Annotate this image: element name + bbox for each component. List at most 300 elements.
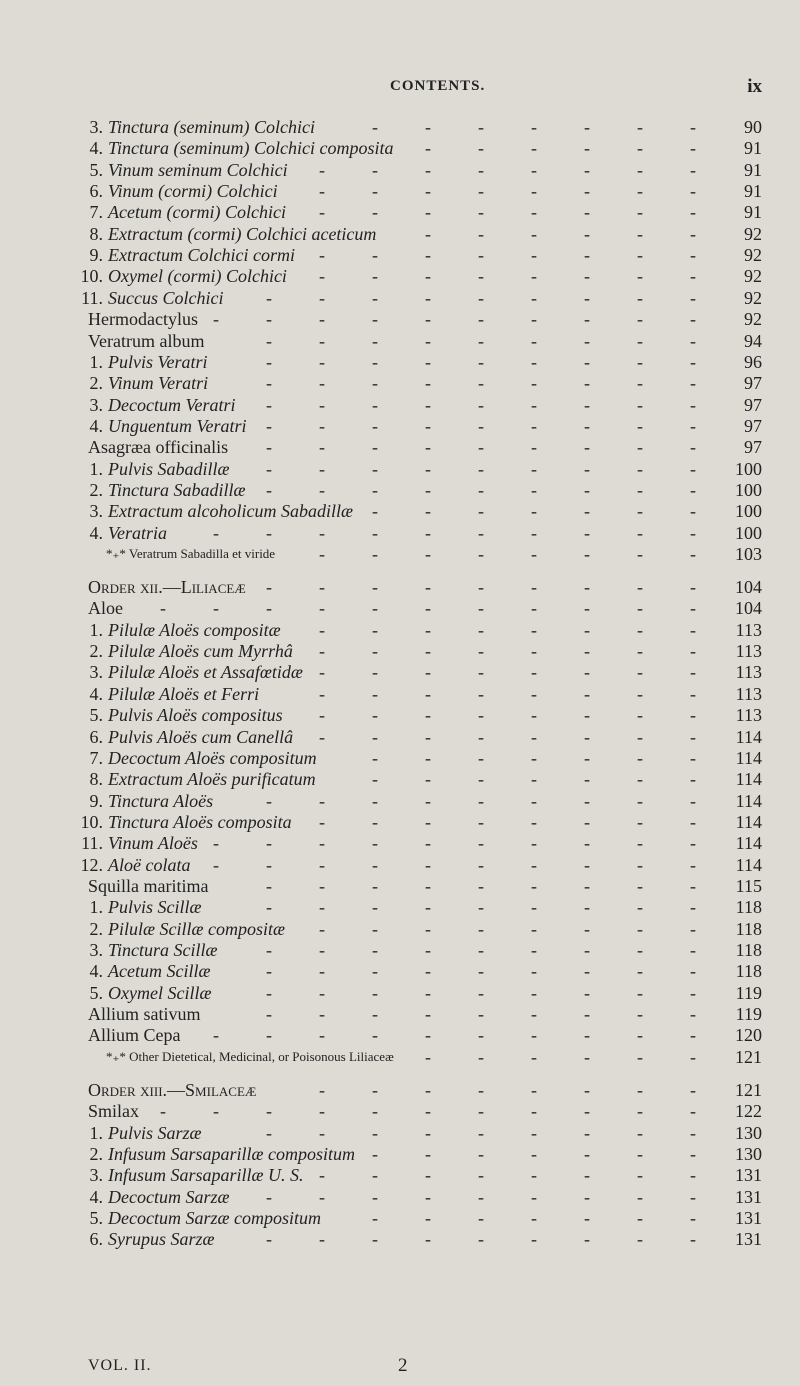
entry-number: 2. [89,919,103,939]
leader-dash: - [531,181,537,201]
leader-dash: - [531,1123,537,1143]
leader-dash: - [266,1101,272,1121]
leader-dash: - [478,1208,484,1228]
entry-number: 1. [89,620,103,640]
leader-dash: - [584,352,590,372]
leader-dash: - [584,181,590,201]
leader-dash: - [266,523,272,543]
leader-dash: - [690,288,696,308]
drug-row [0,597,800,619]
entry-number: 4. [89,961,103,981]
drug-row [0,330,800,352]
leader-dash: - [584,769,590,789]
leader-dash: - [531,288,537,308]
leader-dash: - [372,160,378,180]
leader-dash: - [584,523,590,543]
leader-dash: - [319,855,325,875]
leader-dash: - [372,373,378,393]
leader-dash: - [531,352,537,372]
leader-dash: - [637,266,643,286]
leader-dash: - [319,641,325,661]
entry-page-number: 92 [744,288,762,308]
entry-page-number: 104 [735,598,762,618]
preparation-row [0,116,800,138]
preparation-row [0,896,800,918]
leader-dash: - [425,961,431,981]
leader-dash: - [584,662,590,682]
entry-title: Unguentum Veratri [108,416,247,436]
entry-title: Decoctum Veratri [108,395,236,415]
leader-dash: - [584,1080,590,1100]
leader-dash: - [266,577,272,597]
leader-dash: - [637,727,643,747]
entry-number: 9. [89,791,103,811]
leader-dash: - [531,1144,537,1164]
page-footer [0,1357,800,1379]
leader-dash: - [478,1101,484,1121]
leader-dash: - [372,620,378,640]
leader-dash: - [478,620,484,640]
leader-dash: - [690,620,696,640]
entry-number: 4. [89,138,103,158]
leader-dash: - [478,309,484,329]
entry-title: Vinum Veratri [108,373,209,393]
leader-dash: - [478,1080,484,1100]
leader-dash: - [372,940,378,960]
leader-dash: - [319,919,325,939]
leader-dash: - [531,501,537,521]
entry-number: 11. [81,833,103,853]
leader-dash: - [478,501,484,521]
leader-dash: - [425,181,431,201]
leader-dash: - [531,1025,537,1045]
leader-dash: - [319,983,325,1003]
leader-dash: - [637,117,643,137]
leader-dash: - [372,501,378,521]
leader-dash: - [584,309,590,329]
leader-dash: - [213,855,219,875]
entry-title: Succus Colchici [108,288,224,308]
leader-dash: - [372,748,378,768]
leader-dash: - [478,138,484,158]
entry-page-number: 100 [735,459,762,479]
leader-dash: - [531,480,537,500]
leader-dash: - [531,940,537,960]
entry-number: 3. [89,117,103,137]
leader-dash: - [372,480,378,500]
preparation-row [0,960,800,982]
entry-number: 3. [89,662,103,682]
drug-row [0,543,800,565]
leader-dash: - [531,331,537,351]
entry-title: Extractum alcoholicum Sabadillæ [108,501,353,521]
entry-number: 4. [89,684,103,704]
entry-title: Infusum Sarsaparillæ compositum [108,1144,356,1164]
leader-dash: - [478,662,484,682]
leader-dash: - [372,331,378,351]
leader-dash: - [637,480,643,500]
volume-label: VOL. II. [88,1357,152,1374]
signature-mark: 2 [398,1355,408,1376]
leader-dash: - [584,684,590,704]
preparation-row [0,747,800,769]
leader-dash: - [690,748,696,768]
leader-dash: - [584,940,590,960]
leader-dash: - [584,459,590,479]
entry-number: 1. [89,1123,103,1143]
entry-page-number: 92 [744,224,762,244]
leader-dash: - [266,352,272,372]
page-number: ix [747,76,762,97]
leader-dash: - [690,1080,696,1100]
leader-dash: - [425,1025,431,1045]
leader-dash: - [425,833,431,853]
leader-dash: - [584,224,590,244]
leader-dash: - [690,1187,696,1207]
entry-page-number: 119 [735,983,762,1003]
leader-dash: - [690,480,696,500]
leader-dash: - [478,1123,484,1143]
leader-dash: - [319,1025,325,1045]
leader-dash: - [584,983,590,1003]
leader-dash: - [637,855,643,875]
entry-number: 8. [89,769,103,789]
leader-dash: - [584,1047,590,1067]
leader-dash: - [372,395,378,415]
entry-page-number: 131 [735,1229,762,1249]
leader-dash: - [425,117,431,137]
leader-dash: - [531,812,537,832]
leader-dash: - [372,684,378,704]
leader-dash: - [584,1165,590,1185]
leader-dash: - [425,919,431,939]
leader-dash: - [531,791,537,811]
entry-page-number: 97 [744,437,762,457]
preparation-row [0,640,800,662]
leader-dash: - [319,940,325,960]
leader-dash: - [425,352,431,372]
leader-dash: - [372,855,378,875]
entry-page-number: 118 [735,961,762,981]
entry-page-number: 91 [744,181,762,201]
leader-dash: - [690,245,696,265]
preparation-row [0,265,800,287]
leader-dash: - [637,1144,643,1164]
leader-dash: - [372,876,378,896]
entry-number: 1. [89,352,103,372]
leader-dash: - [372,1123,378,1143]
entry-page-number: 92 [744,309,762,329]
leader-dash: - [478,1144,484,1164]
leader-dash: - [584,577,590,597]
leader-dash: - [690,897,696,917]
entry-title: Decoctum Aloës compositum [108,748,317,768]
leader-dash: - [690,309,696,329]
preparation-row [0,180,800,202]
leader-dash: - [690,501,696,521]
leader-dash: - [425,1144,431,1164]
leader-dash: - [637,544,643,564]
leader-dash: - [531,705,537,725]
drug-row [0,308,800,330]
leader-dash: - [319,437,325,457]
leader-dash: - [637,352,643,372]
leader-dash: - [319,352,325,372]
leader-dash: - [637,1025,643,1045]
leader-dash: - [425,1004,431,1024]
leader-dash: - [690,437,696,457]
entry-page-number: 118 [735,897,762,917]
leader-dash: - [584,641,590,661]
leader-dash: - [637,1101,643,1121]
leader-dash: - [531,748,537,768]
leader-dash: - [266,288,272,308]
running-title: CONTENTS. [390,78,486,94]
leader-dash: - [266,897,272,917]
entry-title: Tinctura Scillæ [108,940,218,960]
preparation-row [0,854,800,876]
leader-dash: - [213,598,219,618]
leader-dash: - [372,769,378,789]
leader-dash: - [372,812,378,832]
leader-dash: - [319,791,325,811]
preparation-row [0,1228,800,1250]
leader-dash: - [425,224,431,244]
entry-title: Pilulæ Aloës et Ferri [108,684,260,704]
preparation-row [0,1207,800,1229]
leader-dash: - [584,1123,590,1143]
leader-dash: - [637,983,643,1003]
leader-dash: - [425,855,431,875]
leader-dash: - [690,1208,696,1228]
leader-dash: - [319,662,325,682]
leader-dash: - [266,940,272,960]
leader-dash: - [213,1025,219,1045]
entry-title: Oxymel Scillæ [108,983,212,1003]
leader-dash: - [425,480,431,500]
leader-dash: - [478,748,484,768]
leader-dash: - [372,919,378,939]
leader-dash: - [425,245,431,265]
leader-dash: - [531,202,537,222]
leader-dash: - [531,160,537,180]
leader-dash: - [478,523,484,543]
entry-number: 3. [89,940,103,960]
leader-dash: - [372,833,378,853]
leader-dash: - [478,1004,484,1024]
leader-dash: - [690,1144,696,1164]
entry-page-number: 97 [744,416,762,436]
leader-dash: - [637,202,643,222]
preparation-row [0,287,800,309]
entry-title: Oxymel (cormi) Colchici [108,266,287,286]
leader-dash: - [584,331,590,351]
leader-dash: - [690,160,696,180]
leader-dash: - [637,373,643,393]
leader-dash: - [478,598,484,618]
leader-dash: - [425,288,431,308]
leader-dash: - [478,919,484,939]
preparation-row [0,918,800,940]
leader-dash: - [637,876,643,896]
leader-dash: - [531,961,537,981]
leader-dash: - [372,961,378,981]
leader-dash: - [531,620,537,640]
entry-number: 3. [89,501,103,521]
leader-dash: - [478,641,484,661]
leader-dash: - [531,662,537,682]
preparation-row [0,500,800,522]
entry-number: 12. [80,855,103,875]
leader-dash: - [372,598,378,618]
entry-page-number: 113 [735,641,762,661]
leader-dash: - [478,727,484,747]
entry-page-number: 121 [735,1080,762,1100]
leader-dash: - [637,331,643,351]
leader-dash: - [319,288,325,308]
preparation-row [0,201,800,223]
entry-title: Order xiii.—Smilaceæ [88,1080,257,1100]
entry-title: Tinctura (seminum) Colchici composita [108,138,394,158]
leader-dash: - [690,1229,696,1249]
leader-dash: - [531,727,537,747]
leader-dash: - [690,181,696,201]
leader-dash: - [478,876,484,896]
leader-dash: - [531,1080,537,1100]
leader-dash: - [266,855,272,875]
leader-dash: - [531,855,537,875]
leader-dash: - [425,1165,431,1185]
entry-title: Asagræa officinalis [88,437,229,457]
leader-dash: - [266,331,272,351]
leader-dash: - [319,245,325,265]
leader-dash: - [372,181,378,201]
leader-dash: - [425,1208,431,1228]
leader-dash: - [266,480,272,500]
leader-dash: - [319,480,325,500]
leader-dash: - [690,331,696,351]
entry-page-number: 100 [735,501,762,521]
leader-dash: - [319,961,325,981]
leader-dash: - [319,331,325,351]
drug-row [0,875,800,897]
entry-number: 5. [89,160,103,180]
leader-dash: - [266,961,272,981]
leader-dash: - [584,138,590,158]
preparation-row [0,522,800,544]
entry-page-number: 94 [744,331,762,351]
leader-dash: - [319,544,325,564]
preparation-row [0,458,800,480]
leader-dash: - [584,373,590,393]
entry-number: 2. [89,641,103,661]
entry-number: 4. [89,416,103,436]
leader-dash: - [319,1004,325,1024]
leader-dash: - [478,1229,484,1249]
entry-page-number: 121 [735,1047,762,1067]
entry-title: Order xii.—Liliaceæ [88,577,246,597]
leader-dash: - [584,812,590,832]
leader-dash: - [584,1144,590,1164]
entry-number: 1. [89,459,103,479]
leader-dash: - [319,1187,325,1207]
entry-page-number: 113 [735,705,762,725]
leader-dash: - [372,727,378,747]
leader-dash: - [372,897,378,917]
leader-dash: - [584,833,590,853]
leader-dash: - [690,662,696,682]
leader-dash: - [372,309,378,329]
preparation-row [0,619,800,641]
leader-dash: - [690,266,696,286]
leader-dash: - [425,459,431,479]
leader-dash: - [637,1004,643,1024]
entry-page-number: 96 [744,352,762,372]
leader-dash: - [319,705,325,725]
leader-dash: - [478,160,484,180]
entry-page-number: 119 [735,1004,762,1024]
leader-dash: - [690,876,696,896]
leader-dash: - [425,202,431,222]
entry-title: Pilulæ Aloës cum Myrrhâ [108,641,293,661]
leader-dash: - [584,855,590,875]
drug-row [0,1003,800,1025]
preparation-row [0,726,800,748]
leader-dash: - [478,855,484,875]
leader-dash: - [213,309,219,329]
leader-dash: - [531,416,537,436]
leader-dash: - [319,395,325,415]
leader-dash: - [690,1101,696,1121]
leader-dash: - [319,598,325,618]
leader-dash: - [690,202,696,222]
leader-dash: - [425,544,431,564]
entry-title: Tinctura Sabadillæ [108,480,246,500]
drug-row [0,1024,800,1046]
leader-dash: - [531,1229,537,1249]
entry-number: 5. [89,705,103,725]
leader-dash: - [425,748,431,768]
leader-dash: - [690,1025,696,1045]
leader-dash: - [319,416,325,436]
leader-dash: - [584,117,590,137]
leader-dash: - [531,1165,537,1185]
leader-dash: - [690,791,696,811]
leader-dash: - [266,416,272,436]
leader-dash: - [690,833,696,853]
leader-dash: - [478,961,484,981]
leader-dash: - [425,1101,431,1121]
leader-dash: - [425,791,431,811]
leader-dash: - [637,309,643,329]
leader-dash: - [266,983,272,1003]
entry-title: Hermodactylus [88,309,198,329]
entry-title: Pilulæ Aloës compositæ [108,620,281,640]
leader-dash: - [690,416,696,436]
entry-number: 11. [81,288,103,308]
leader-dash: - [266,395,272,415]
leader-dash: - [478,769,484,789]
leader-dash: - [319,727,325,747]
entry-number: 10. [80,812,103,832]
leader-dash: - [425,501,431,521]
preparation-row [0,832,800,854]
leader-dash: - [372,117,378,137]
leader-dash: - [690,705,696,725]
leader-dash: - [690,224,696,244]
leader-dash: - [372,1144,378,1164]
leader-dash: - [637,437,643,457]
